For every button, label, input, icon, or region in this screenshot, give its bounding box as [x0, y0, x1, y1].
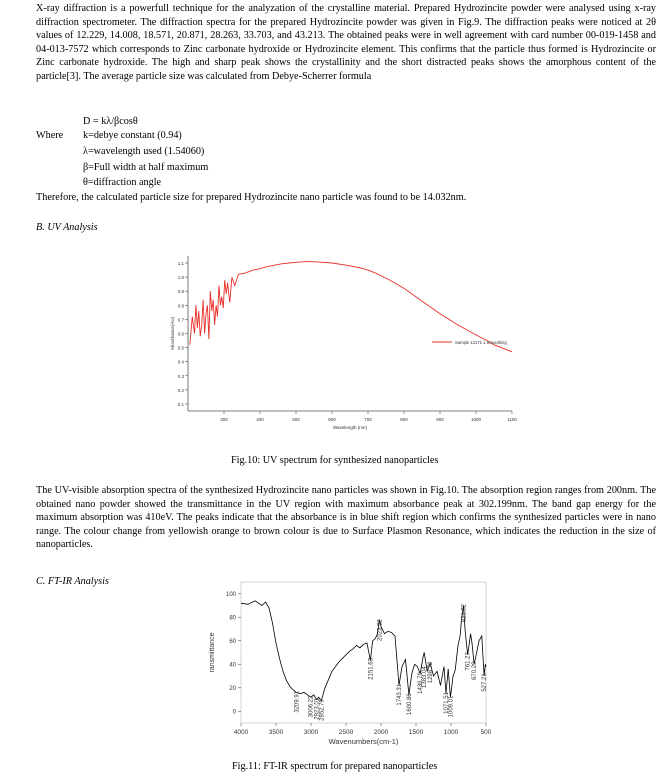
y-tick-label: 0.8	[177, 303, 184, 309]
x-tick-label: 800	[400, 417, 408, 422]
peak-label: 1439.79	[418, 672, 425, 694]
peak-label: 2151.63	[368, 658, 375, 680]
y-tick-label: 0.7	[177, 317, 184, 323]
peak-label: 1071.51	[443, 692, 450, 714]
x-tick-label: 1000	[470, 417, 482, 422]
xrd-paragraph: X-ray diffraction is a powerfull technique for the analyzation of the crystalline material. Prepared Hydrozincite powder were analysed using x-ray diffraction spectrometer. The diffraction spectra for the prepared Hydrozincite powder was given in Fig.9. The diffraction peaks were noticed at 2θ values of 12.229, 14.008, 18.571, 20.871, 28.263, 33.703, and 43.213. The obtained peaks were in well agreement with card number 00-019-1458 and 04-013-7572 which corresponds to Zinc carbonate hydroxide or Hydrozincite element. This confirms that the particle thus formed is Hydrozincite or Zinc carbonate hydroxide. The high and sharp peak shows the crystallinity and the short distracted peaks shows the amorphous content of the particle[3]. The average particle size was calculated from Debye-Scherrer formula	[36, 3, 656, 82]
peak-label: 1600.86	[406, 693, 413, 715]
uv-series-line	[190, 262, 512, 352]
x-axis-label: Wavenumbers(cm-1)	[328, 737, 399, 746]
x-axis-label: Wavelength (nm)	[332, 425, 368, 430]
where-item-theta: θ=diffraction angle	[83, 177, 162, 188]
x-tick-label: 1000	[443, 729, 459, 736]
uv-paragraph: The UV-visible absorption spectra of the synthesized Hydrozincite nano particles was shown in Fig.10. The absorption region ranges from 200nm. The obtained nano powder showed the transmittance in the UV region with maximum absorbance peak at 302.199nm. The band gap energy for the maximum absorption was 410eV. The peaks indicate that the absorbance is in blue shift region which confirms the synthesized particles were in nano range. The colour change from yellowish orange to brown colour is due to Surface Plasmon Resonance, which indicates the reduction in the size of nanoparticles.	[36, 485, 656, 551]
ftir-caption: Fig.11: FT-IR spectrum for prepared nanoparticles	[232, 761, 438, 772]
y-tick-label: 100	[225, 591, 236, 598]
ftir-spectrum-chart	[196, 578, 506, 756]
y-tick-label: 0.5	[177, 345, 184, 351]
peak-label: 821.82	[461, 603, 468, 623]
peak-label: 2923.01	[314, 697, 321, 720]
y-tick-label: 1.0	[177, 275, 184, 281]
x-tick-label: 700	[364, 417, 372, 422]
peak-label: 3006.22	[308, 695, 315, 718]
uv-heading: B. UV Analysis	[36, 222, 98, 233]
x-tick-label: 3500	[268, 729, 284, 736]
xrd-conclusion: Therefore, the calculated particle size for prepared Hydrozincite nano particle was found to be 14.032nm.	[36, 192, 467, 203]
y-tick-label: 0.3	[177, 373, 184, 379]
y-tick-label: 1.1	[177, 261, 184, 267]
x-tick-label: 1100	[507, 417, 517, 422]
peak-label: 670.29	[472, 661, 479, 680]
y-tick-label: 0.4	[177, 359, 184, 365]
x-tick-label: 500	[480, 729, 492, 736]
y-tick-label: 40	[229, 662, 236, 669]
peak-label: 1743.31	[396, 683, 403, 706]
y-tick-label: 20	[229, 685, 236, 692]
x-tick-label: 500	[292, 417, 300, 422]
legend-label: Sample 13171 1 Smoothing	[455, 340, 507, 345]
formula: D = kλ/βcosθ	[83, 116, 138, 127]
where-item-k: k=debye constant (0.94)	[83, 130, 182, 141]
where-item-lambda: λ=wavelength used (1.54060)	[83, 146, 205, 157]
peak-label: 1009.01	[448, 695, 455, 718]
x-tick-label: 300	[220, 417, 228, 422]
peak-label: 761.27	[465, 652, 472, 671]
uv-spectrum-chart	[160, 248, 530, 448]
y-tick-label: 0.9	[177, 289, 184, 295]
peak-label: 2023.32	[377, 619, 384, 641]
peak-label: 1298.72	[428, 661, 435, 684]
uv-caption: Fig.10: UV spectrum for synthesized nanoparticles	[231, 455, 439, 466]
y-axis-label: ransmittance	[209, 632, 216, 673]
x-tick-label: 1500	[408, 729, 424, 736]
y-tick-label: 0.2	[177, 387, 184, 393]
x-tick-label: 3000	[303, 729, 319, 736]
x-tick-label: 2500	[338, 729, 354, 736]
where-item-beta: β=Full width at half maximum	[83, 162, 209, 173]
where-label: Where	[36, 130, 64, 141]
y-tick-label: 60	[229, 638, 236, 645]
y-axis-label: Absorbance(AU)	[170, 316, 175, 351]
x-tick-label: 4000	[233, 729, 249, 736]
y-tick-label: 0.6	[177, 331, 184, 337]
peak-label: 3209.91	[294, 690, 301, 713]
peak-label: 2852.79	[319, 699, 326, 721]
x-tick-label: 400	[256, 417, 264, 422]
x-tick-label: 600	[328, 417, 336, 422]
y-tick-label: 0.1	[177, 401, 184, 407]
x-tick-label: 2000	[373, 729, 389, 736]
ftir-series-line	[241, 601, 489, 701]
x-tick-label: 900	[436, 417, 444, 422]
y-tick-label: 80	[229, 615, 236, 622]
ftir-heading: C. FT-IR Analysis	[36, 576, 109, 587]
peak-label: 527.21	[482, 673, 489, 692]
peak-label: 1383.04	[422, 666, 429, 688]
y-tick-label: 0	[232, 709, 236, 716]
